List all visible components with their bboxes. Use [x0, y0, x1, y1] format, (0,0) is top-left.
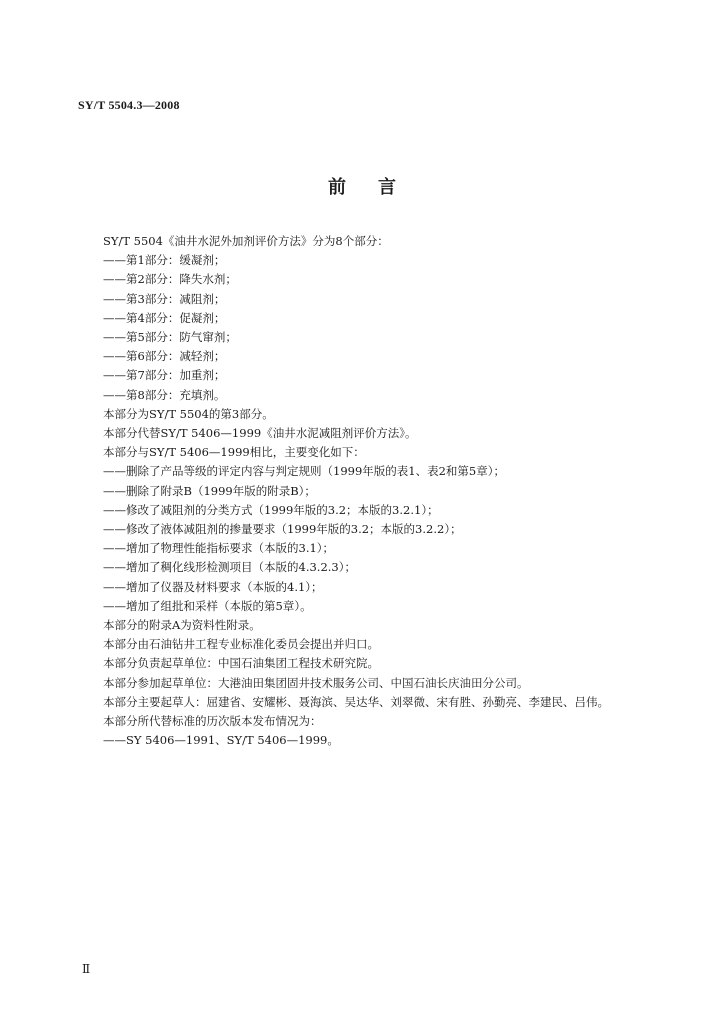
text-line: ——删除了产品等级的评定内容与判定规则（1999年版的表1、表2和第5章）； — [103, 464, 505, 479]
text-line: ——第2部分：降失水剂； — [103, 272, 237, 287]
text-line: 本部分与SY/T 5406—1999相比，主要变化如下： — [103, 445, 365, 460]
text-line: 本部分代替SY/T 5406—1999《油井水泥减阻剂评价方法》。 — [103, 426, 417, 441]
text-line: ——修改了液体减阻剂的掺量要求（1999年版的3.2；本版的3.2.2）； — [103, 522, 462, 537]
page-title: 前言 — [328, 177, 428, 198]
page-number: Ⅱ — [82, 962, 91, 976]
text-line: ——增加了仪器及材料要求（本版的4.1）； — [103, 579, 323, 594]
text-line: ——第4部分：促凝剂； — [103, 310, 226, 325]
text-line: 本部分的附录A为资料性附录。 — [103, 618, 261, 633]
text-line: ——增加了组批和采样（本版的第5章）。 — [103, 598, 312, 613]
text-line: ——第8部分：充填剂。 — [103, 387, 226, 402]
text-line: ——删除了附录B（1999年版的附录B）； — [103, 483, 316, 498]
text-line: 本部分为SY/T 5504的第3部分。 — [103, 406, 274, 421]
preface-body — [80, 232, 660, 750]
text-line: 本部分由石油钻井工程专业标准化委员会提出并归口。 — [103, 637, 379, 652]
text-line: 本部分负责起草单位：中国石油集团工程技术研究院。 — [103, 656, 379, 671]
text-line: ——第1部分：缓凝剂； — [103, 253, 226, 268]
text-line: ——第3部分：减阻剂； — [103, 291, 226, 306]
text-line: SY/T 5504《油井水泥外加剂评价方法》分为8个部分： — [103, 234, 389, 248]
standard-code: SY/T 5504.3—2008 — [78, 98, 180, 112]
text-line: ——第6部分：减轻剂； — [103, 349, 226, 364]
text-line: ——第5部分：防气窜剂； — [103, 330, 237, 345]
text-line: ——第7部分：加重剂； — [103, 368, 226, 383]
text-line: ——修改了减阻剂的分类方式（1999年版的3.2；本版的3.2.1）； — [103, 502, 439, 517]
text-line: 本部分参加起草单位：大港油田集团固井技术服务公司、中国石油长庆油田分公司。 — [103, 675, 529, 690]
text-line: 本部分所代替标准的历次版本发布情况为： — [103, 714, 322, 729]
text-line: ——SY 5406—1991、SY/T 5406—1999。 — [103, 733, 339, 748]
text-line: ——增加了稠化线形检测项目（本版的4.3.2.3）； — [103, 560, 356, 575]
text-line: ——增加了物理性能指标要求（本版的3.1）； — [103, 541, 335, 556]
text-line: 本部分主要起草人：屈建省、安耀彬、聂海滨、吴达华、刘翠微、宋有胜、孙勤亮、李建民、吕伟。 — [103, 694, 609, 709]
